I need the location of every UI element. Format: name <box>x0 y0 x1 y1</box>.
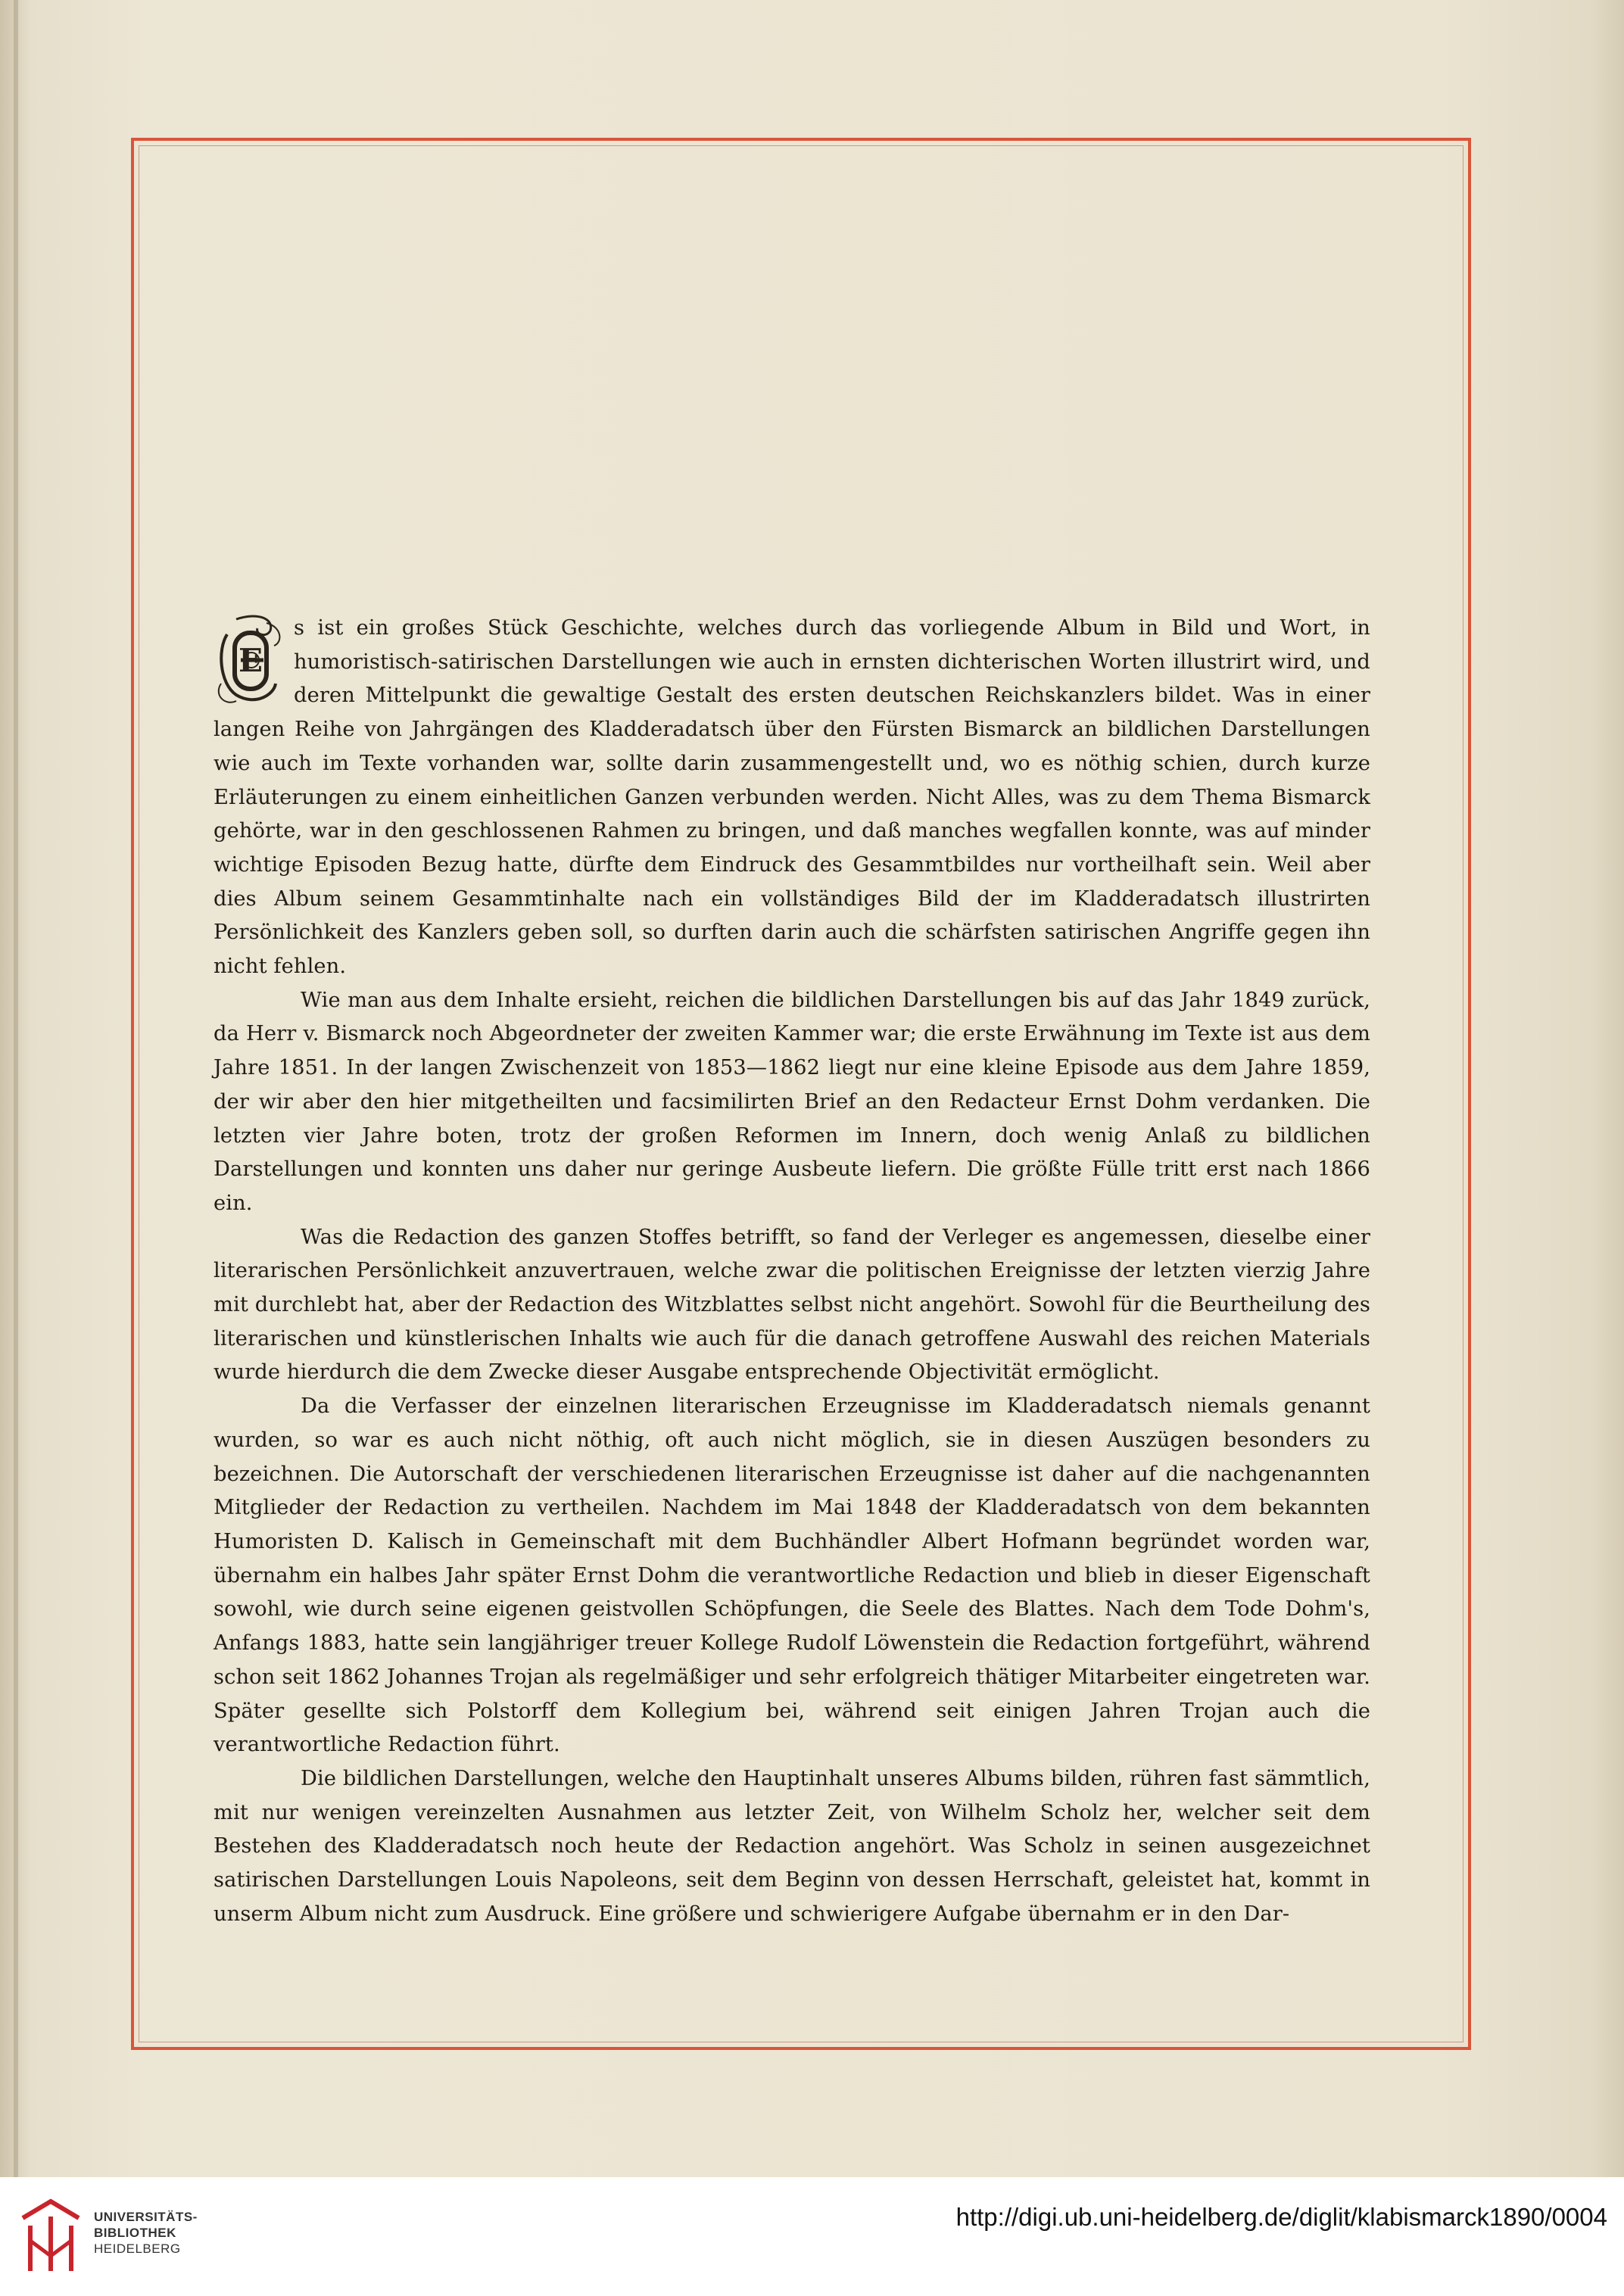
paragraph-1-text: s ist ein großes Stück Geschichte, welches durch das vorliegende Album in Bild und Wort, in humoristisch-satirischen Darstellungen wie auch in ernsten dichterischen Worten illustrirt wird, und deren Mittelpunkt die gewaltige Gestalt des ersten deutschen Reichskanzlers bildet. Was in einer langen Reihe von Jahrgängen des Kladderadatsch über den Fürsten Bismarck an bildlichen Darstellungen wie auch im Texte vorhanden war, sollte darin zusammengestellt und, wo es nöthig schien, durch kurze Erläuterungen zu einem einheitlichen Ganzen verbunden werden. Nicht Alles, was zu dem Thema Bismarck gehörte, war in den geschlossenen Rahmen zu bringen, und daß manches wegfallen konnte, was auf minder wichtige Episoden Bezug hatte, dürfte dem Eindruck des Gesammtbildes nur vortheilhaft sein. Weil aber dies Album seinem Gesammtinhalte nach ein vollständiges Bild der im Kladderadatsch illustrirten Persönlichkeit des Kanzlers geben soll, so durften darin auch die schärfsten satirischen Angriffe gegen ihn nicht fehlen. <box>214 616 1370 979</box>
svg-text:E: E <box>238 642 263 679</box>
library-logo-icon[interactable] <box>17 2195 85 2279</box>
paragraph-4: Da die Verfasser der einzelnen literarischen Erzeugnisse im Kladderadatsch niemals genannt wurden, so war es auch nicht nöthig, oft auch nicht möglich, sie in diesen Auszügen besonders zu bezeichnen. Die Autorschaft der verschiedenen literarischen Erzeugnisse ist daher auf die nachgenannten Mitglieder der Redaction zu vertheilen. Nachdem im Mai 1848 der Kladderadatsch von dem bekannten Humoristen D. Kalisch in Gemeinschaft mit dem Buchhändler Albert Hofmann begründet worden war, übernahm ein halbes Jahr später Ernst Dohm die verantwortliche Redaction und blieb in dieser Eigenschaft sowohl, wie durch seine eigenen geistvollen Schöpfungen, die Seele des Blattes. Nach dem Tode Dohm's, Anfangs 1883, hatte sein langjähriger treuer Kollege Rudolf Löwenstein die Redaction fortgeführt, während schon seit 1862 Johannes Trojan als regelmäßiger und sehr erfolgreich thätiger Mitarbeiter eingetreten war. Später gesellte sich Polstorff dem Kollegium bei, während seit einigen Jahren Trojan auch die verantwortliche Redaction führt. <box>214 1394 1370 1757</box>
library-name-line-2: BIBLIOTHEK <box>94 2226 176 2240</box>
library-name[interactable] <box>94 2209 198 2257</box>
initial-ornament-icon <box>214 612 288 710</box>
paragraph-3: Was die Redaction des ganzen Stoffes betrifft, so fand der Verleger es angemessen, dieselbe einer literarischen Persönlichkeit anzuvertrauen, welche zwar die politischen Ereignisse der letzten vierzig Jahre mit durchlebt hat, aber der Redaction des Witzblattes selbst nicht angehört. Sowohl für die Beurtheilung des literarischen und künstlerischen Inhalts wie auch für die danach getroffene Auswahl des reichen Materials wurde hierdurch die dem Zwecke dieser Ausgabe entsprechende Objectivität ermöglicht. <box>214 1225 1370 1385</box>
viewer-footer <box>0 2177 1624 2296</box>
paragraph-1 <box>214 612 1370 984</box>
paragraph-5: Die bildlichen Darstellungen, welche den Hauptinhalt unseres Albums bilden, rühren fast sämmtlich, mit nur wenigen vereinzelten Ausnahmen aus letzter Zeit, von Wilhelm Scholz her, welcher seit dem Bestehen des Kladderadatsch noch heute der Redaction angehört. Was Scholz in seinen ausgezeichnet satirischen Darstellungen Louis Napoleons, seit dem Beginn von dessen Herrschaft, geleistet hat, kommt in unserm Album nicht zum Ausdruck. Eine größere und schwierigere Aufgabe übernahm er in den Dar- <box>214 1766 1370 1926</box>
library-name-line-1: UNIVERSITÄTS- <box>94 2210 198 2224</box>
permalink-url[interactable]: http://digi.ub.uni-heidelberg.de/diglit/klabismarck1890/0004 <box>955 2203 1607 2231</box>
decorated-initial <box>214 612 288 710</box>
library-name-line-3: HEIDELBERG <box>94 2241 181 2256</box>
paragraph-2: Wie man aus dem Inhalte ersieht, reichen die bildlichen Darstellungen bis auf das Jahr 1849 zurück, da Herr v. Bismarck noch Abgeordneter der zweiten Kammer war; die erste Erwähnung im Texte ist aus dem Jahre 1851. In der langen Zwischenzeit von 1853—1862 liegt nur eine kleine Episode aus dem Jahre 1859, der wir aber den hier mitgetheilten und facsimilirten Brief an den Redacteur Ernst Dohm verdanken. Die letzten vier Jahre boten, trotz der großen Reformen im Innern, doch wenig Anlaß zu bildlichen Darstellungen und konnten uns daher nur geringe Ausbeute liefern. Die größte Fülle tritt erst nach 1866 ein. <box>214 988 1370 1215</box>
body-text <box>214 612 1370 1931</box>
